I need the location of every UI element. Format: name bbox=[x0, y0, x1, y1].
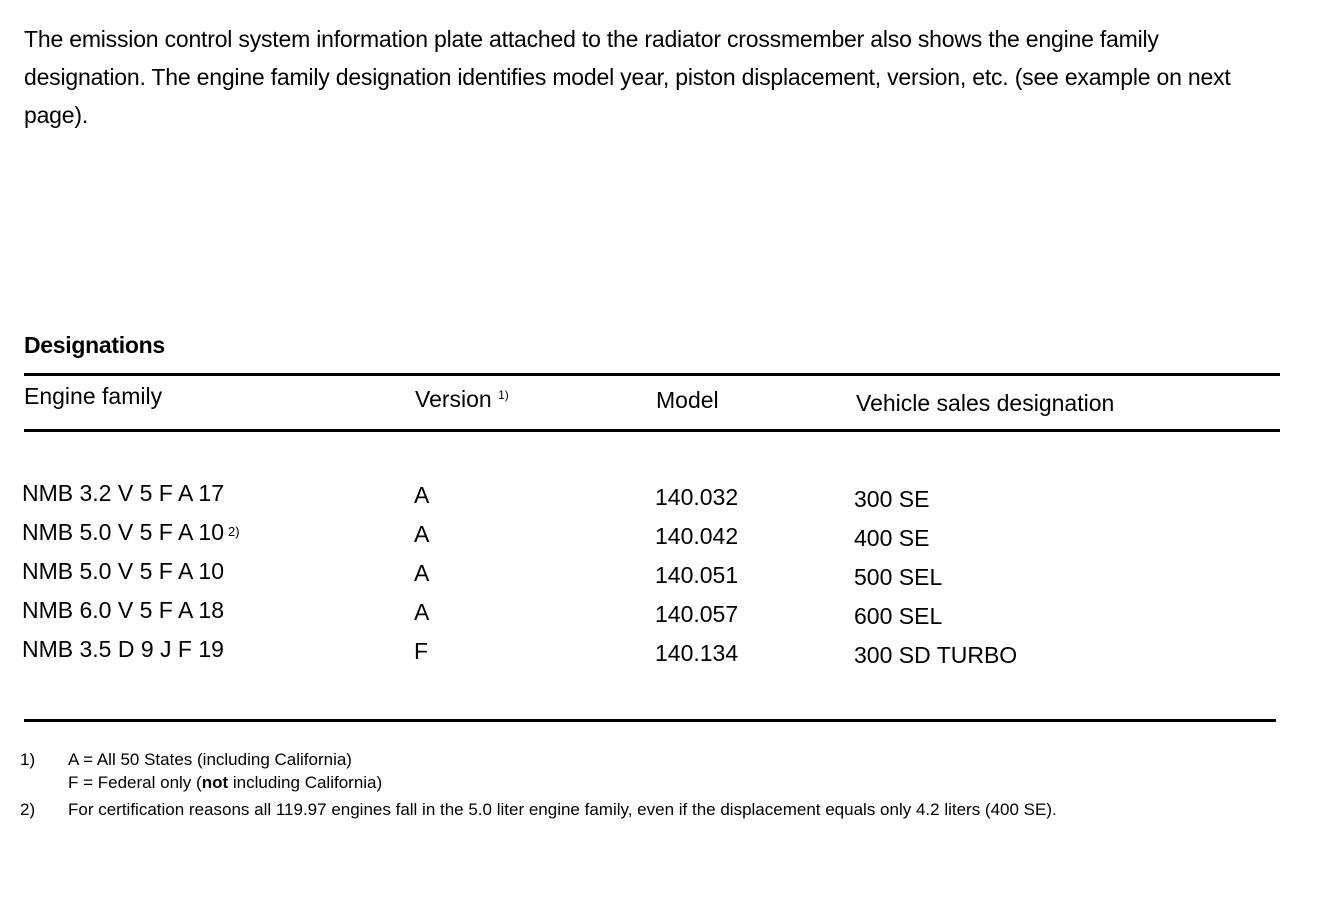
footnote-2-marker: 2) bbox=[20, 800, 36, 819]
header-model bbox=[656, 387, 719, 414]
engine-family-cell: NMB 3.5 D 9 J F 19 bbox=[22, 636, 224, 662]
header-version bbox=[415, 386, 509, 413]
engine-family-cell: NMB 5.0 V 5 F A 10 bbox=[22, 558, 224, 584]
engine-family-cell: NMB 3.2 V 5 F A 17 bbox=[22, 480, 224, 506]
model-cell: 140.057 bbox=[655, 601, 739, 627]
version-cell: F bbox=[414, 638, 429, 664]
footnote-1-line-2 bbox=[68, 771, 1310, 794]
footnote-2-text: For certification reasons all 119.97 engines fall in the 5.0 liter engine family, even if the displacement equals only 4.2 liters (400 SE). bbox=[68, 800, 1057, 819]
footnote-1-emphasis: not bbox=[201, 773, 229, 792]
version-cell: A bbox=[414, 599, 430, 625]
engine-family-cell: NMB 6.0 V 5 F A 18 bbox=[22, 597, 224, 623]
footnote-2 bbox=[20, 798, 1310, 821]
sales-designation-cell: 600 SEL bbox=[854, 603, 943, 629]
version-cell: A bbox=[414, 482, 430, 508]
table-row bbox=[0, 480, 1328, 518]
intro-paragraph: The emission control system information plate attached to the radiator crossmember also shows the engine family designation. The engine family designation identifies model year, piston displacement, version, etc. (see example on next page). bbox=[24, 26, 1231, 128]
footnote-1-line-1: A = All 50 States (including California) bbox=[68, 750, 352, 769]
sales-designation-cell: 400 SE bbox=[854, 525, 930, 551]
model-cell: 140.032 bbox=[655, 484, 739, 510]
footnote-1 bbox=[20, 748, 1310, 794]
footnote-1-line-2-start: F = Federal only ( bbox=[68, 773, 202, 792]
header-sales-designation bbox=[856, 390, 1114, 417]
table-header-rule bbox=[24, 429, 1280, 432]
model-cell: 140.051 bbox=[655, 562, 739, 588]
header-engine-family bbox=[24, 383, 162, 410]
engine-family-cell bbox=[22, 519, 240, 546]
footnotes bbox=[20, 748, 1310, 821]
header-version-footnote-ref: 1) bbox=[498, 388, 509, 402]
intro-text bbox=[24, 20, 1264, 134]
header-version-label: Version bbox=[415, 386, 492, 412]
header-model-label: Model bbox=[656, 387, 719, 413]
table-row bbox=[0, 558, 1328, 596]
header-engine-family-label: Engine family bbox=[24, 383, 163, 409]
sales-designation-cell: 500 SEL bbox=[854, 564, 943, 590]
table-bottom-rule bbox=[24, 719, 1276, 722]
footnote-1-line-2-end: including California) bbox=[228, 773, 383, 792]
table-row bbox=[0, 597, 1328, 635]
model-cell: 140.134 bbox=[655, 640, 739, 666]
sales-designation-cell: 300 SE bbox=[854, 486, 930, 512]
engine-family-text: NMB 5.0 V 5 F A 10 bbox=[22, 519, 224, 545]
table-top-rule bbox=[24, 373, 1280, 376]
table-row bbox=[0, 636, 1328, 674]
header-sales-designation-label: Vehicle sales designation bbox=[856, 390, 1115, 416]
engine-family-footnote-ref: 2) bbox=[228, 524, 240, 539]
footnote-1-marker: 1) bbox=[20, 750, 36, 769]
sales-designation-cell: 300 SD TURBO bbox=[854, 642, 1018, 668]
version-cell: A bbox=[414, 560, 430, 586]
section-title: Designations bbox=[24, 332, 165, 358]
version-cell: A bbox=[414, 521, 430, 547]
model-cell: 140.042 bbox=[655, 523, 739, 549]
table-row bbox=[0, 519, 1328, 557]
